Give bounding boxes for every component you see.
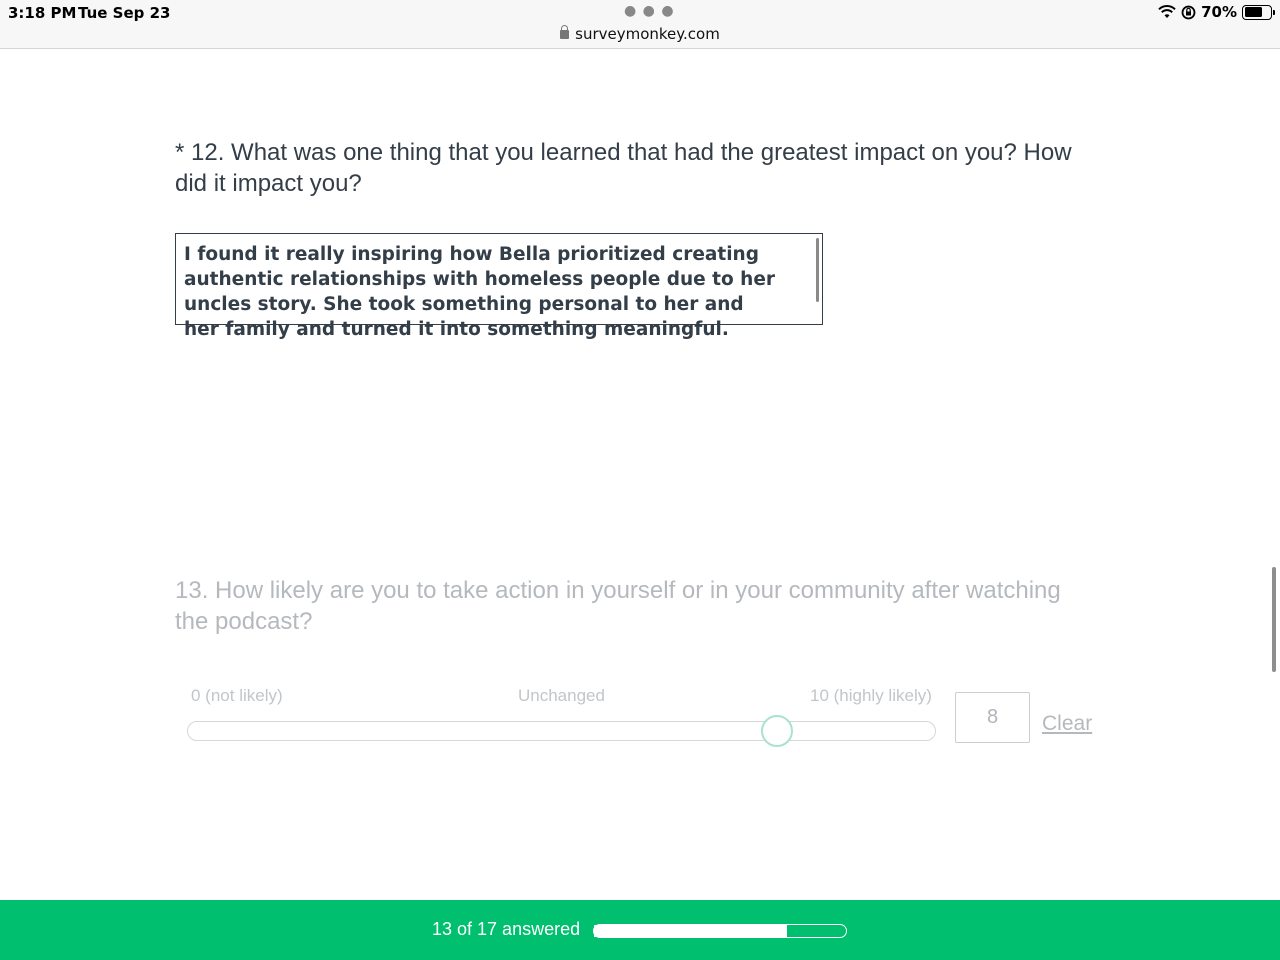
scale-max-label: 10 (highly likely) bbox=[810, 686, 932, 705]
textarea-scrollbar[interactable] bbox=[816, 238, 819, 302]
likelihood-slider-thumb[interactable] bbox=[761, 715, 793, 747]
lock-icon bbox=[560, 30, 569, 39]
wifi-icon bbox=[1158, 5, 1176, 19]
page-scrollbar[interactable] bbox=[1272, 567, 1276, 672]
progress-text: 13 of 17 answered bbox=[432, 919, 581, 939]
status-bar bbox=[0, 0, 1280, 49]
slider-value-field[interactable]: 8 bbox=[955, 692, 1030, 743]
more-dots-icon[interactable]: ● ● ● bbox=[624, 3, 675, 19]
question-12-title: * 12. What was one thing that you learned that had the greatest impact on you? How did it impact you? bbox=[175, 139, 1072, 197]
scale-mid-label: Unchanged bbox=[518, 686, 605, 705]
scale-min-label: 0 (not likely) bbox=[191, 686, 283, 705]
question-13-title: 13. How likely are you to take action in yourself or in your community after watching the podcast? bbox=[175, 577, 1061, 635]
url-text: surveymonkey.com bbox=[575, 25, 720, 43]
answer-text: I found it really inspiring how Bella prioritized creating authentic relationships with homeless people due to her uncles story. She took something personal to her and her family and turned it into something meaningful. bbox=[184, 244, 776, 340]
question-12-answer-textarea[interactable] bbox=[175, 233, 823, 340]
battery-percent: 70% bbox=[1201, 3, 1237, 21]
clear-link[interactable]: Clear bbox=[1042, 712, 1093, 735]
progress-fill bbox=[594, 925, 787, 937]
progress-footer bbox=[0, 900, 1280, 960]
status-icons bbox=[1158, 3, 1272, 21]
address-bar[interactable] bbox=[0, 25, 1280, 43]
battery-icon bbox=[1242, 5, 1272, 20]
progress-bar bbox=[593, 924, 847, 938]
status-date: Tue Sep 23 bbox=[78, 4, 171, 22]
status-time: 3:18 PM bbox=[8, 4, 77, 22]
likelihood-slider-track[interactable] bbox=[187, 721, 936, 741]
orientation-lock-icon bbox=[1181, 5, 1196, 20]
